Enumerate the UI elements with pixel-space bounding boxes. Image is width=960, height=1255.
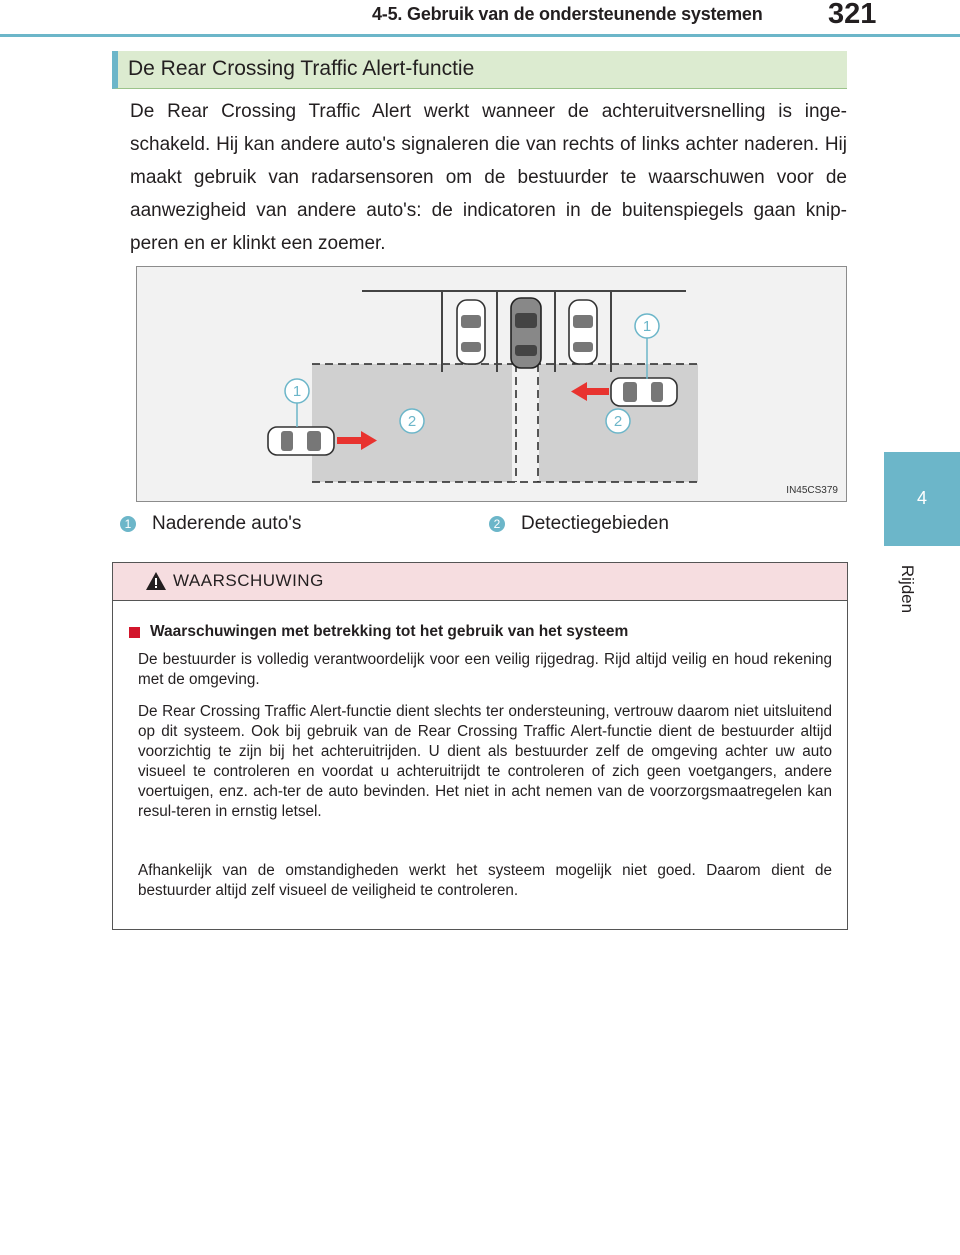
- warning-title: WAARSCHUWING: [173, 571, 324, 590]
- parked-car-left: [457, 300, 485, 364]
- warning-paragraph-3: Afhankelijk van de omstandigheden werkt het systeem mogelijk niet goed. Daarom dient de bestuurder altijd zelf visueel de veiligheid te controleren.: [138, 862, 832, 899]
- callout-2-right-text: 2: [613, 413, 623, 430]
- section-title: De Rear Crossing Traffic Alert-functie: [128, 57, 475, 80]
- callout-1-right-text: 1: [642, 318, 652, 335]
- warning-box: [112, 562, 848, 930]
- page-number: 321: [828, 0, 877, 30]
- figure-code: IN45CS379: [786, 485, 838, 496]
- warning-subheading-text: Waarschuwingen met betrekking tot het gebruik van het systeem: [150, 623, 629, 640]
- callout-2-left-text: 2: [407, 413, 417, 430]
- parked-car-right: [569, 300, 597, 364]
- warning-subheading: [129, 623, 628, 641]
- legend-item-approaching-cars: [120, 513, 301, 535]
- warning-paragraph-2: De Rear Crossing Traffic Alert-functie dient slechts ter ondersteuning, vertrouw daarom niet uitsluitend op dit systeem. Ook bij gebruik van de Rear Crossing Traffic Alert-functie dient de bestuurder altijd voorzichtig te zijn bij het achteruitrijden. U dient als bestuurder zelf de omgeving achter uw auto visueel te controleren en voordat u achteruitrijdt te controleren of zich geen voetgangers, andere voertuigen, enz. ach-ter de auto bevinden. Het niet in acht nemen van de voorzorgsmaatregelen kan resul-teren in ernstig letsel.: [138, 703, 832, 820]
- intro-paragraph: De Rear Crossing Traffic Alert werkt wanneer de achteruitversnelling is inge-schakeld. Hij kan andere auto's signaleren die van rechts of links achter naderen. Hij maakt gebruik van radarsensoren om de bestuurder te waarschuwen voor de aanwezigheid van andere auto's: de indicatoren in de buitenspiegels gaan knip-peren en er klinkt een zoemer.: [130, 101, 847, 254]
- warning-paragraph-1: De bestuurder is volledig verantwoordelijk voor een veilig rijgedrag. Rijd altijd veilig en houd rekening met de omgeving.: [138, 651, 832, 688]
- chapter-tab: [884, 452, 960, 546]
- legend-item-detection-zones: [489, 513, 669, 535]
- approaching-car-left: [268, 427, 334, 455]
- legend-label: Naderende auto's: [152, 513, 302, 534]
- chapter-label-text: Rijden: [898, 564, 918, 614]
- section-heading: [112, 51, 847, 89]
- legend-label: Detectiegebieden: [521, 513, 669, 534]
- red-square-bullet-icon: [129, 627, 140, 638]
- callout-1-left-text: 1: [292, 383, 302, 400]
- rcta-illustration: [136, 266, 847, 502]
- chapter-label: [892, 554, 922, 624]
- warning-header: [113, 563, 847, 601]
- running-header: 4-5. Gebruik van de ondersteunende systemen: [372, 4, 763, 24]
- parking-diagram: [137, 267, 846, 501]
- legend-number: 2: [489, 516, 505, 532]
- approaching-car-right: [611, 378, 677, 406]
- chapter-number: 4: [916, 488, 927, 508]
- own-vehicle: [511, 298, 541, 368]
- header-rule: [0, 34, 960, 37]
- legend-number: 1: [120, 516, 136, 532]
- warning-triangle-icon: [145, 571, 167, 591]
